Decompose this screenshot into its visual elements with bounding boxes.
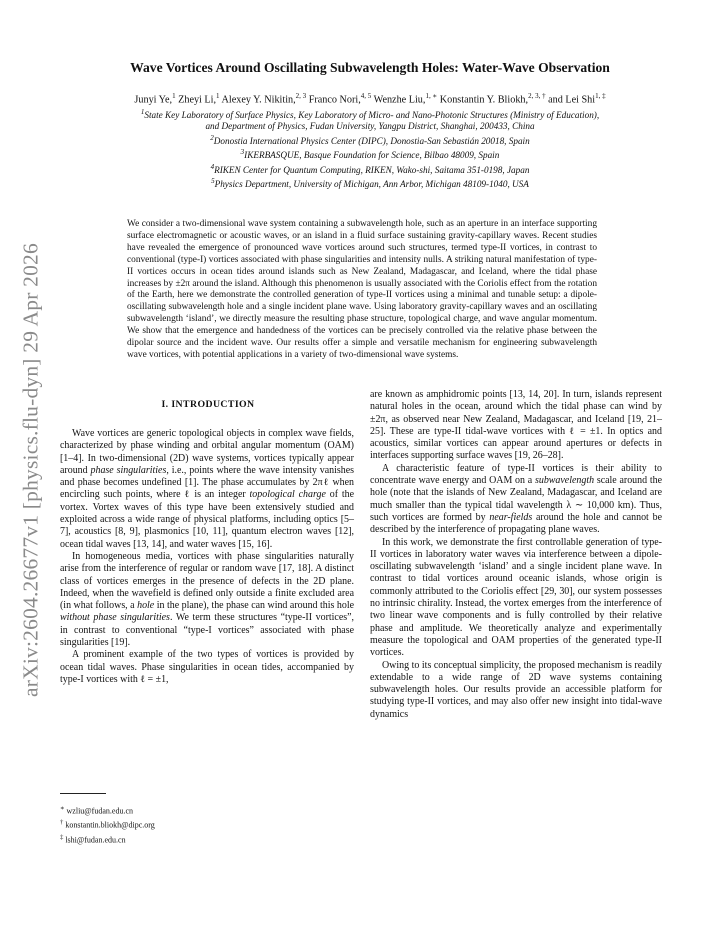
affiliation-line — [60, 176, 680, 190]
author-name: Franco Nori, — [306, 94, 361, 106]
emphasis: hole — [137, 600, 155, 612]
affiliation-mark: 3 — [240, 148, 245, 157]
arxiv-identifier: arXiv:2604.26677v1 [physics.flu-dyn] 29 Apr 2026 — [18, 243, 43, 697]
footnote-mark: ‡ — [60, 833, 64, 841]
paragraph: A prominent example of the two types of vortices is provided by ocean tidal waves. Phase singularities in ocean tides, accompanied by type-I vortices with ℓ = ±1, — [60, 649, 354, 685]
affiliation-line — [60, 121, 680, 132]
footnotes — [60, 803, 155, 846]
footnote-email: wzliu@fudan.edu.cn — [64, 806, 133, 816]
affiliation-text: Physics Department, University of Michigan, Ann Arbor, Michigan 48109-1040, USA — [214, 179, 529, 190]
affiliation-line — [60, 107, 680, 121]
emphasis: subwavelength — [534, 475, 595, 487]
paragraph — [60, 551, 354, 649]
author-list — [60, 92, 680, 105]
text-run: of the vortex. Vortex waves of this type have been extensively studied and exploited across a wide range of physical platforms, including optics [5–7], acoustics [8, 9], plasmonics [10, 11], quantum electron waves [12], ocean tidal waves [13, 14], and water waves [15, 16]. — [60, 489, 354, 550]
section-heading: I. INTRODUCTION — [161, 399, 255, 410]
text-run: scale around the hole (note that the islands of New Zealand, Madagascar, and Iceland are much smaller than the typical tidal wavelength λ ∼ 10,000 km). Thus, such vortices are formed by — [370, 475, 662, 523]
emphasis: near-fields — [489, 511, 533, 523]
author-affil-mark: 1, ‡ — [595, 92, 606, 100]
paragraph — [370, 463, 662, 537]
affiliation-line — [60, 147, 680, 161]
author-affil-mark: 1 — [172, 92, 176, 100]
affiliation-list — [60, 107, 680, 191]
text-run: In homogeneous media, vortices with phase singularities naturally arise from the interference of regular or random wave [17, 18]. A distinct class of vortices emerges in the presence of defects in the 2D plane. Indeed, when the wavefield is defined only outside a finite excluded area (in what follows, a — [60, 550, 354, 612]
author-affil-mark: 2, 3 — [295, 92, 307, 100]
emphasis: topological charge — [249, 489, 326, 501]
text-run: Wave vortices are generic topological objects in complex wave fields, characterized by phase winding and orbital angular momentum (OAM) [1–4]. In two-dimensional (2D) wave systems, vortices typically appear around — [60, 428, 354, 476]
footnote-rule — [60, 793, 106, 794]
author-affil-mark: 4, 5 — [360, 92, 372, 100]
affiliation-line — [60, 162, 680, 176]
text-run: . We term these structures “type-II vortices”, in contrast to conventional “type-I vortices” associated with phase singularities [19]. — [60, 612, 354, 649]
text-run: in the plane), the phase can wind around this hole — [154, 600, 354, 612]
author-name: Wenzhe Liu, — [371, 94, 426, 106]
text-run: , i.e., points where the wave intensity vanishes and phase becomes undefined [1]. The phase accumulates by 2πℓ when encircling such points, where ℓ is an integer — [60, 464, 354, 501]
paragraph: In this work, we demonstrate the first controllable generation of type-II vortices in laboratory water waves via interference between a dipole-oscillating subwavelength ‘island’ and a single incident plane wave. In contrast to tidal vortices around oceanic islands, whose origin is commonly attributed to the Coriolis effect [29, 30], our system possesses no intrinsic chirality. Instead, the vortex emerges from the interference of two linear wave components and is fully controlled by their relative phase and amplitude. We theoretically analyze and experimentally measure the topological and OAM properties of the generated type-II vortices. — [370, 536, 662, 659]
footnote — [60, 832, 155, 846]
emphasis: without phase singularities — [60, 612, 170, 624]
paragraph: are known as amphidromic points [13, 14, 20]. In turn, islands represent natural holes in the ocean, around which the tidal phase can wind by ±2π, as observed near New Zealand, Madagascar, and Iceland [19, 21–25]. These are type-II tidal-wave vortices with ℓ = ±1. In optics and acoustics, similar vortices can appear around apertures or defects in interfaces supporting surface waves [19, 26–28]. — [370, 389, 662, 462]
right-column — [370, 389, 662, 721]
affiliation-mark: 2 — [210, 133, 214, 142]
text-run: around the hole and cannot be described by the interference of propagating plane waves. — [370, 511, 662, 536]
footnote — [60, 817, 155, 831]
affiliation-text: State Key Laboratory of Surface Physics, Key Laboratory of Micro- and Nano-Photonic Structures (Ministry of Education), — [144, 110, 600, 121]
arxiv-sidebar-stamp — [14, 210, 48, 730]
text-run: A characteristic feature of type-II vortices is their ability to concentrate wave energy and OAM on a — [370, 462, 662, 487]
affiliation-text: IKERBASQUE, Basque Foundation for Science, Bilbao 48009, Spain — [244, 150, 500, 161]
emphasis: phase singularities — [90, 464, 167, 476]
abstract: We consider a two-dimensional wave system containing a subwavelength hole, such as an aperture in an interface supporting surface electromagnetic or acoustic waves, or an island in a fluid surface sustaining gravity-capillary waves. Recent studies have revealed the emergence of pronounced wave vortices around such structures, termed type-II vortices, in contrast to conventional (type-I) vortices associated with phase singularities and intensity nulls. A striking natural manifestation of type-II vortices occurs in ocean tides around islands such as New Zealand, Madagascar, and Iceland, where the tidal phase increases by ±2π around the island. Although this phenomenon is usually associated with the Coriolis effect from the rotation of the Earth, here we demonstrate the controlled generation of type-II vortices using a minimal and tunable setup: a dipole-oscillating subwavelength hole and a single incident plane wave. Using laboratory gravity-capillary waves and an oscillating subwavelength ‘island’, we directly measure the resulting phase structure, topological charge, and wave angular momentum. We show that the emergence and handedness of the vortices can be precisely controlled via the relative phase between the dipolar source and the incident wave. Our results offer a simple and versatile mechanism for engineering subwavelength wave vortices, with potential applications in a variety of two-dimensional wave systems. — [127, 219, 597, 360]
author-name: Alexey Y. Nikitin, — [219, 94, 296, 106]
paragraph — [60, 428, 354, 551]
author-name: Konstantin Y. Bliokh, — [437, 94, 529, 106]
author-name: Zheyi Li, — [175, 94, 217, 106]
footnote-email: lshi@fudan.edu.cn — [63, 835, 126, 845]
author-affil-mark: 2, 3, † — [528, 92, 546, 100]
author-name: and Lei Shi — [545, 94, 596, 106]
footnote — [60, 803, 155, 817]
left-column — [60, 428, 354, 686]
author-affil-mark: 1, ∗ — [425, 92, 438, 100]
paper-title: Wave Vortices Around Oscillating Subwavelength Holes: Water-Wave Observation — [130, 60, 610, 75]
footnote-email: konstantin.bliokh@dipc.org — [63, 821, 155, 831]
affiliation-mark: 1 — [140, 108, 145, 116]
affiliation-text: Donostia International Physics Center (DIPC), Donostia-San Sebastián 20018, Spain — [213, 135, 530, 146]
affiliation-text: RIKEN Center for Quantum Computing, RIKEN, Wako-shi, Saitama 351-0198, Japan — [214, 164, 530, 175]
affiliation-line — [60, 133, 680, 147]
footnote-mark: † — [60, 819, 64, 827]
affiliation-text: and Department of Physics, Fudan University, Yangpu District, Shanghai, 200433, China — [205, 121, 535, 132]
affiliation-mark: 5 — [211, 177, 215, 186]
paragraph: Owing to its conceptual simplicity, the proposed mechanism is readily extendable to a wide range of 2D wave systems containing subwavelength holes. Our results provide an accessible platform for studying type-II vortices, and may also offer new insight into tidal-wave dynamics — [370, 659, 662, 720]
author-affil-mark: 1 — [216, 92, 220, 100]
footnote-mark: ∗ — [60, 805, 65, 812]
author-name: Junyi Ye, — [134, 94, 173, 106]
affiliation-mark: 4 — [210, 162, 215, 171]
